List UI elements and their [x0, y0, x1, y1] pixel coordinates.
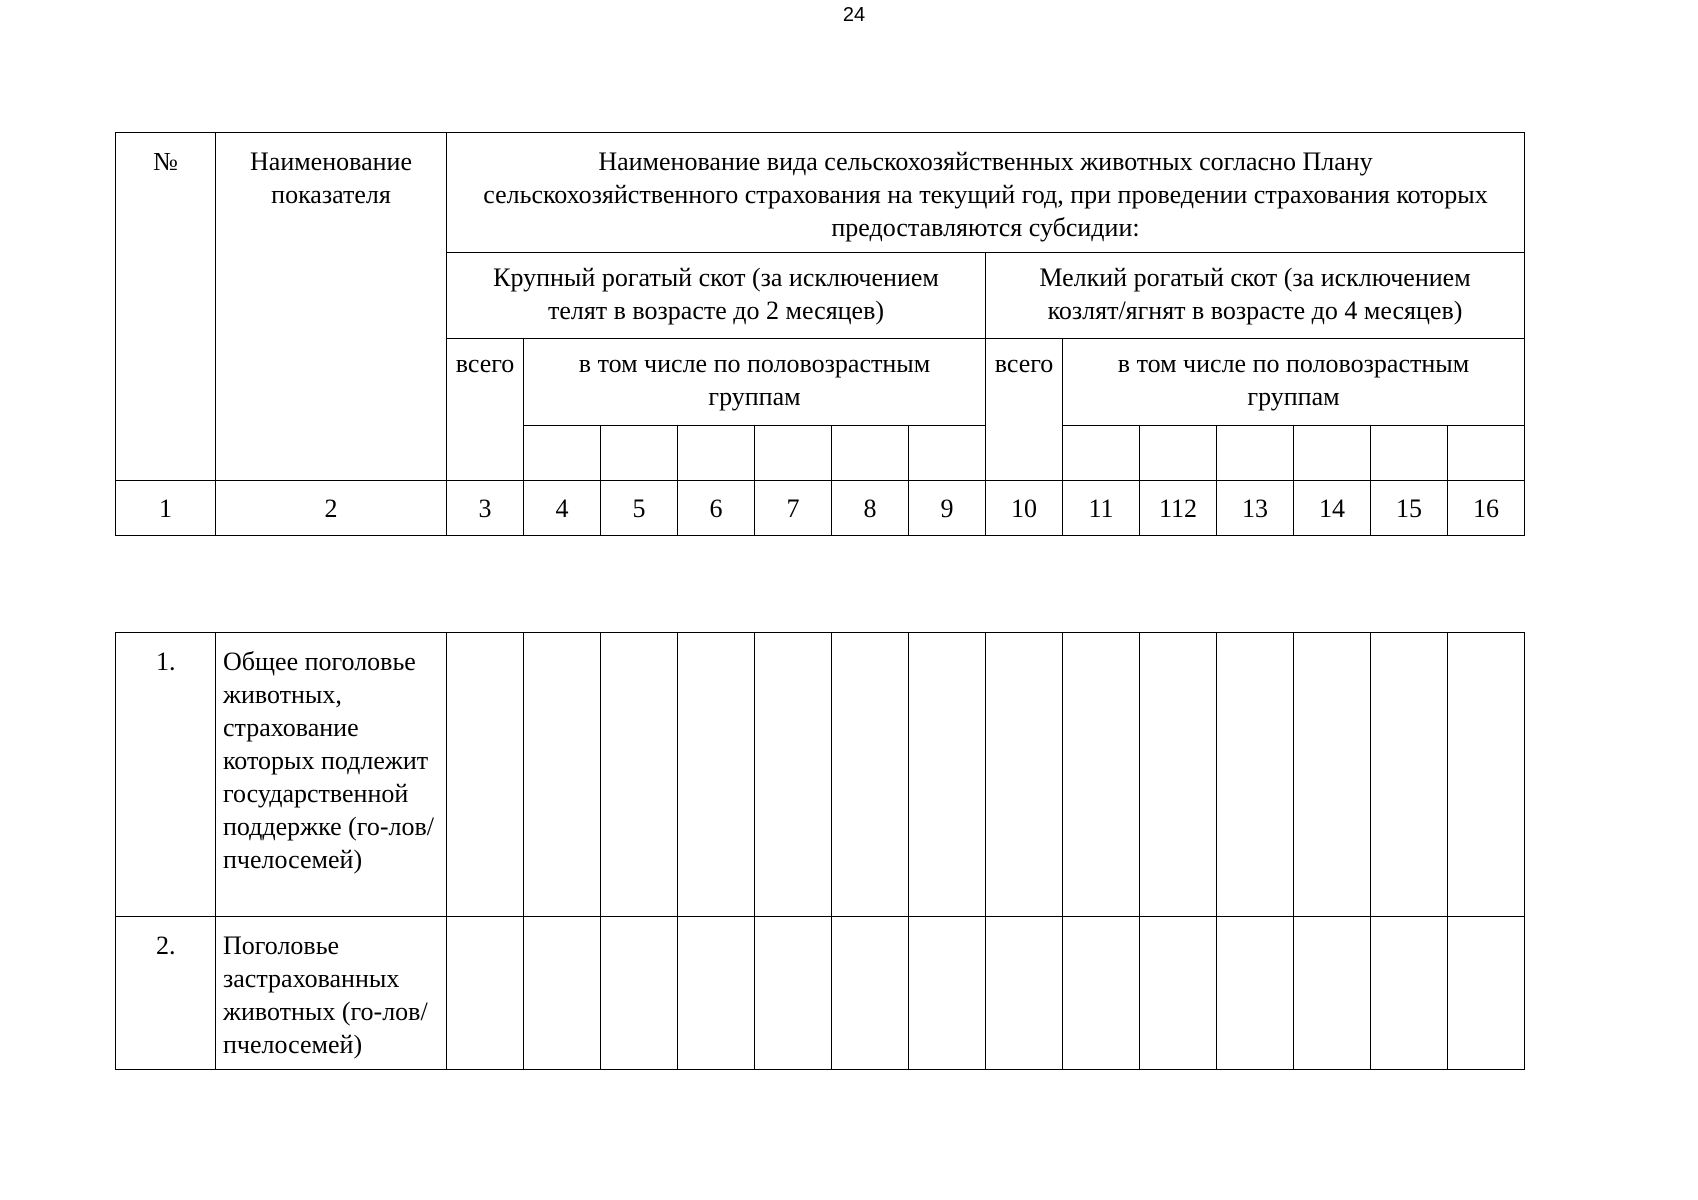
column-number-cell: 1: [116, 481, 216, 536]
small-cattle-age-group-cell: [1217, 426, 1294, 481]
value-cell: [909, 633, 986, 917]
value-cell: [601, 917, 678, 1070]
header-animals-group: Наименование вида сельскохозяйственных животных согласно Плану сельскохозяйственного страхования на текущий год, при проведении страхования которых предоставляются субсидии:: [483, 147, 1488, 242]
small-cattle-total-cell: [986, 339, 1063, 481]
row-number: 2.: [116, 917, 216, 1070]
value-cell: [1371, 917, 1448, 1070]
column-number-cell: 8: [832, 481, 909, 536]
value-cell: [1294, 633, 1371, 917]
value-cell: [755, 633, 832, 917]
header-indicator-cell: [216, 133, 447, 481]
small-cattle-header: Мелкий рогатый скот (за исключением козлят/ягнят в возрасте до 4 месяцев): [1039, 263, 1471, 325]
small-cattle-age-group-cell: [1448, 426, 1525, 481]
column-number-cell: 9: [909, 481, 986, 536]
column-number-cell: 5: [601, 481, 678, 536]
value-cell: [601, 633, 678, 917]
column-number-cell: 7: [755, 481, 832, 536]
row-number: 1.: [116, 633, 216, 917]
column-number-cell: 3: [447, 481, 524, 536]
cattle-total-label: всего: [455, 349, 515, 378]
table-row: [116, 917, 1525, 1070]
cattle-age-groups-cell: [524, 339, 986, 426]
header-number-cell: [116, 133, 216, 481]
header-indicator: Наименование показателя: [250, 147, 412, 209]
column-number-cell: 2: [216, 481, 447, 536]
small-cattle-age-groups-cell: [1063, 339, 1525, 426]
column-number-cell: 15: [1371, 481, 1448, 536]
value-cell: [755, 917, 832, 1070]
column-number-cell: 14: [1294, 481, 1371, 536]
value-cell: [1063, 917, 1140, 1070]
cattle-age-group-cell: [601, 426, 678, 481]
cattle-age-group-cell: [678, 426, 755, 481]
value-cell: [1140, 633, 1217, 917]
column-number-cell: 4: [524, 481, 601, 536]
page-number: 24: [842, 4, 866, 26]
value-cell: [1217, 917, 1294, 1070]
small-cattle-header-cell: [986, 253, 1525, 339]
data-table: [115, 632, 1525, 1070]
small-cattle-age-group-cell: [1294, 426, 1371, 481]
value-cell: [678, 917, 755, 1070]
value-cell: [986, 633, 1063, 917]
cattle-header-cell: [447, 253, 986, 339]
value-cell: [1294, 917, 1371, 1070]
column-number-cell: 13: [1217, 481, 1294, 536]
value-cell: [447, 633, 524, 917]
value-cell: [1140, 917, 1217, 1070]
header-animals-cell: [447, 133, 1525, 253]
value-cell: [1217, 633, 1294, 917]
small-cattle-age-group-cell: [1371, 426, 1448, 481]
value-cell: [909, 917, 986, 1070]
header-number: №: [153, 147, 178, 176]
value-cell: [832, 917, 909, 1070]
value-cell: [1063, 633, 1140, 917]
column-number-cell: 11: [1063, 481, 1140, 536]
cattle-age-group-cell: [832, 426, 909, 481]
small-cattle-age-groups-label: в том числе по половозрастным группам: [1117, 349, 1470, 411]
value-cell: [524, 917, 601, 1070]
column-number-cell: 6: [678, 481, 755, 536]
small-cattle-age-group-cell: [1140, 426, 1217, 481]
value-cell: [678, 633, 755, 917]
row-indicator: Поголовье застрахованных животных (го-лов/пчелосемей): [216, 917, 447, 1070]
value-cell: [986, 917, 1063, 1070]
cattle-total-cell: [447, 339, 524, 481]
value-cell: [447, 917, 524, 1070]
cattle-age-groups-label: в том числе по половозрастным группам: [578, 349, 931, 411]
table-row: [116, 633, 1525, 917]
small-cattle-age-group-cell: [1063, 426, 1140, 481]
row-indicator: Общее поголовье животных, страхование которых подлежит государственной поддержке (го-лов/пчелосемей): [216, 633, 447, 917]
cattle-age-group-cell: [909, 426, 986, 481]
value-cell: [1448, 633, 1525, 917]
column-number-cell: 10: [986, 481, 1063, 536]
cattle-age-group-cell: [524, 426, 601, 481]
value-cell: [832, 633, 909, 917]
column-number-cell: 112: [1140, 481, 1217, 536]
small-cattle-total-label: всего: [994, 349, 1054, 378]
cattle-header: Крупный рогатый скот (за исключением телят в возрасте до 2 месяцев): [493, 263, 939, 325]
value-cell: [524, 633, 601, 917]
column-number-cell: 16: [1448, 481, 1525, 536]
cattle-age-group-cell: [755, 426, 832, 481]
value-cell: [1448, 917, 1525, 1070]
header-table: [115, 132, 1525, 536]
value-cell: [1371, 633, 1448, 917]
